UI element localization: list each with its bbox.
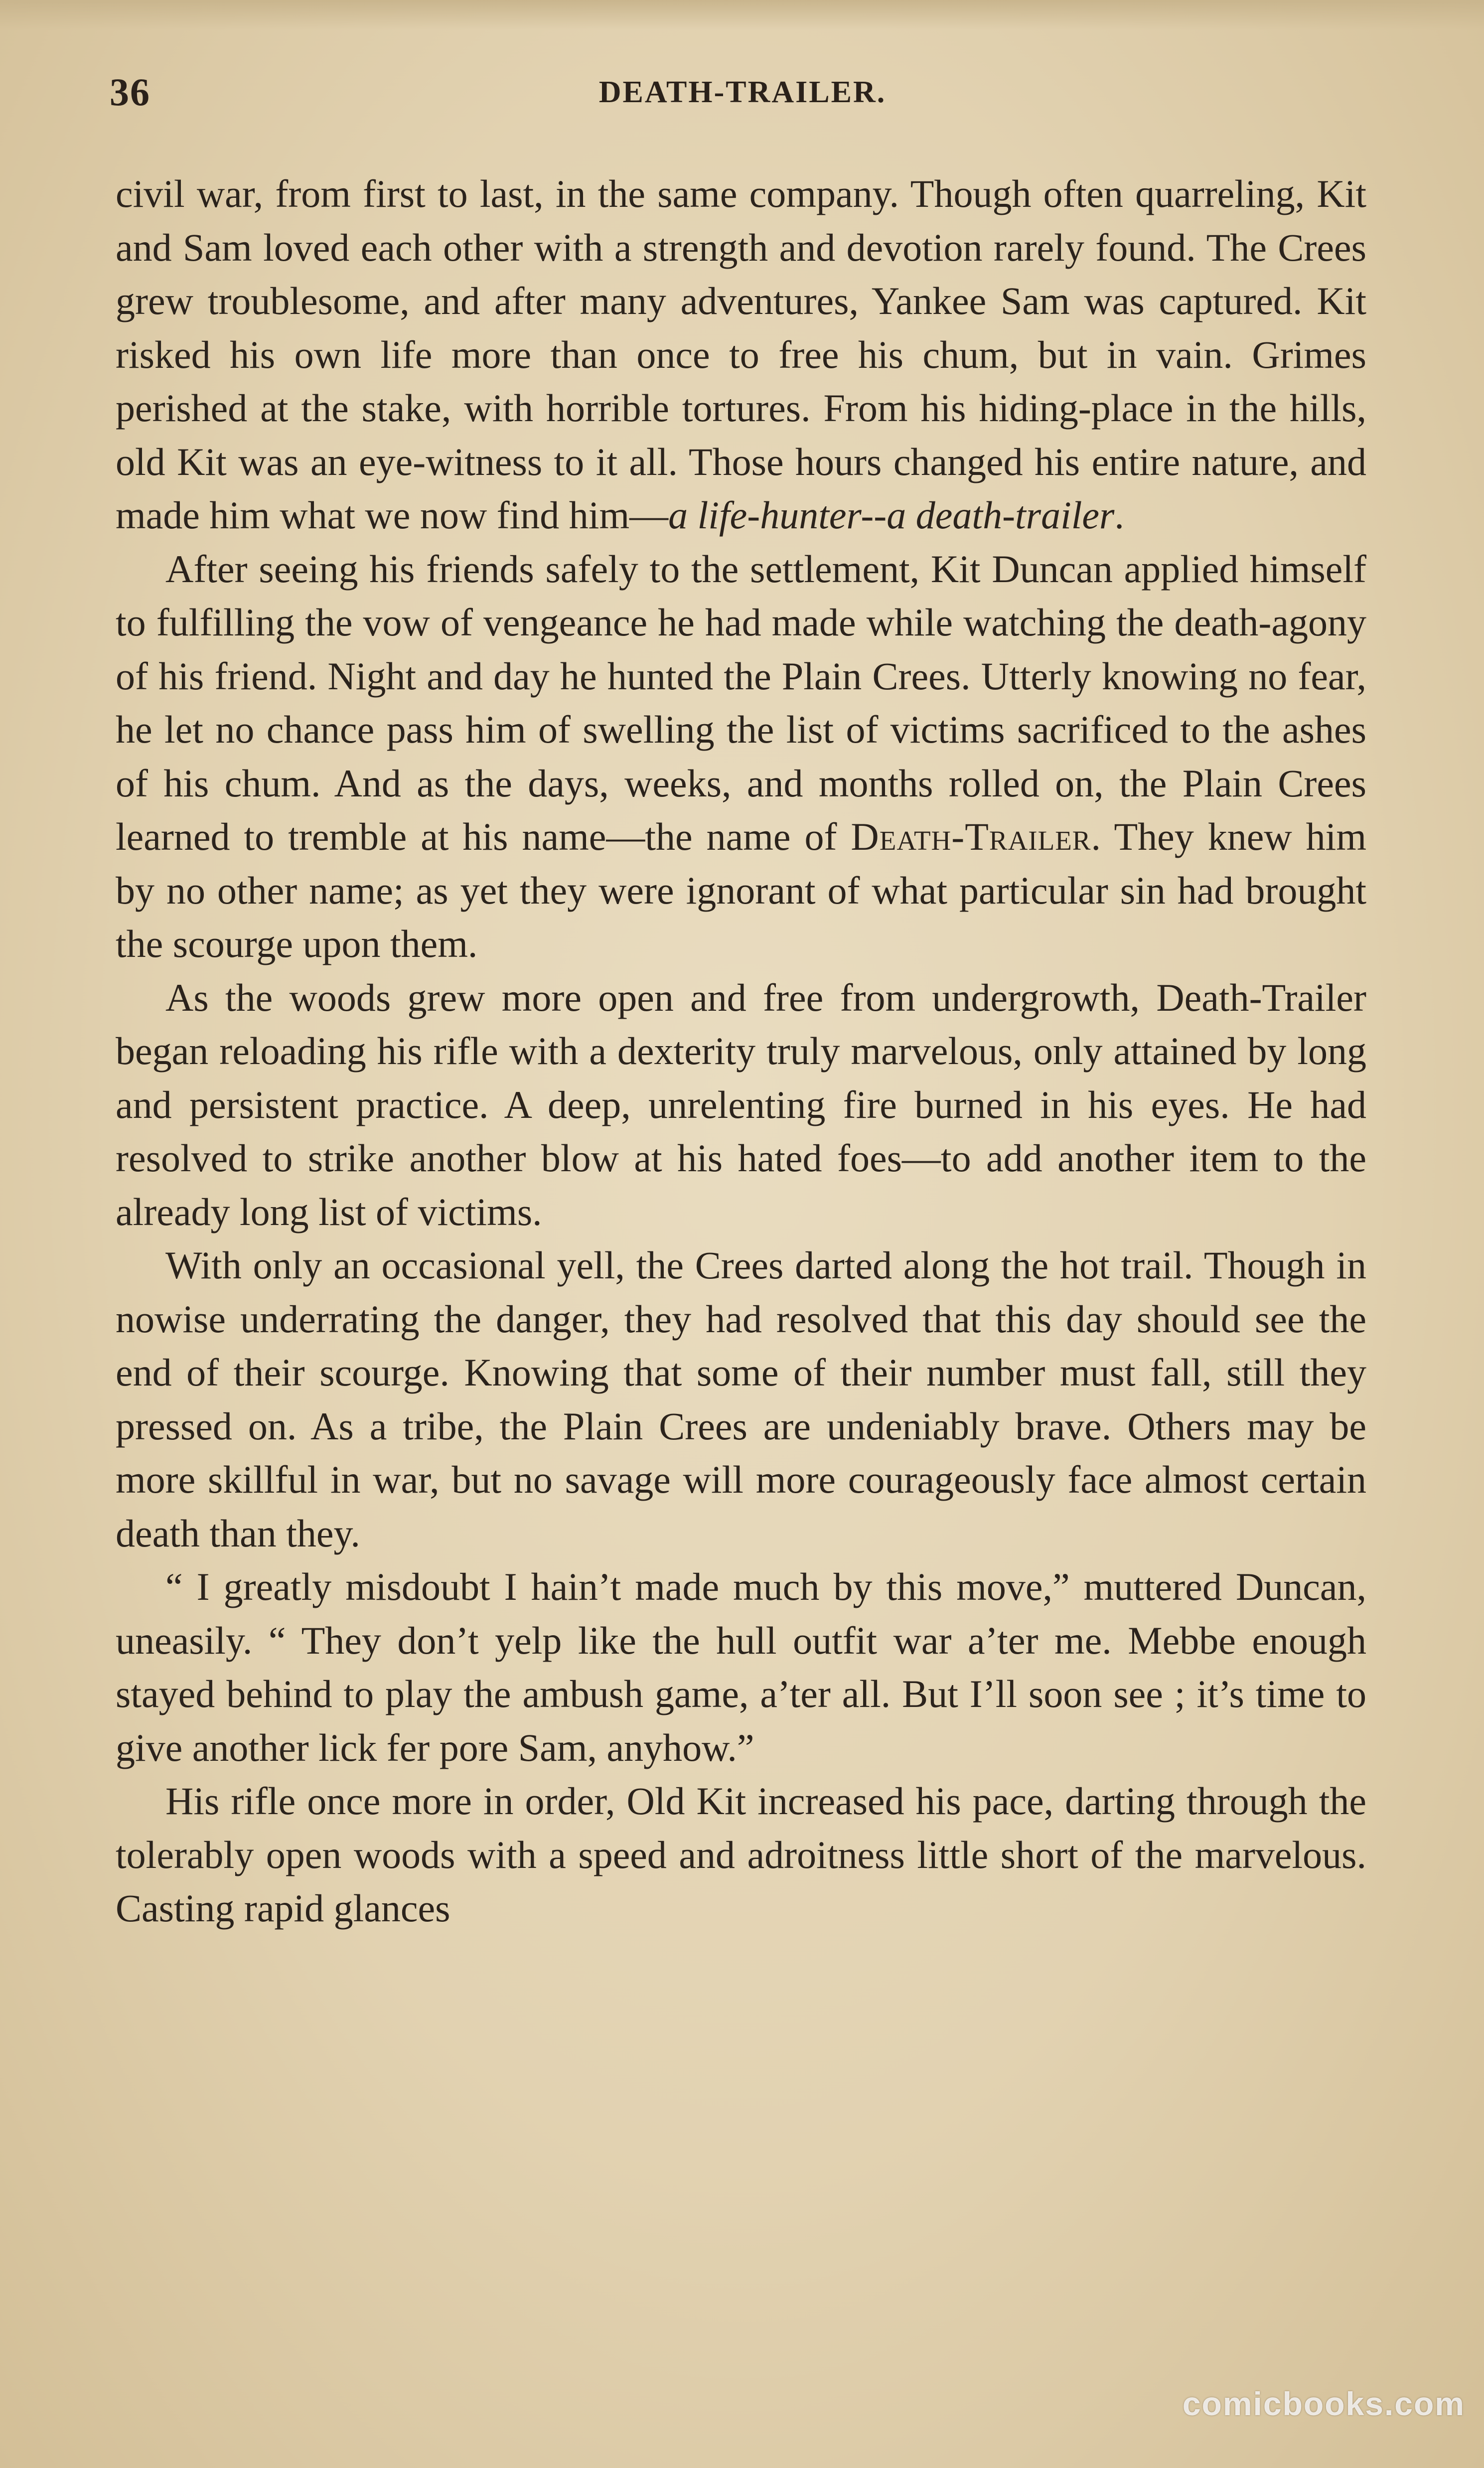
paragraph-2-text: After seeing his friends safely to the settlement, Kit Duncan applied himself to fulfilling the vow of vengeance he had made while watching the death-agony of his friend. Night and day he hunted the Plain Crees. Utterly knowing no fear, he let no chance pass him of swelling the list of victims sacrificed to the ashes of his chum. And as the days, weeks, and months rolled on, the Plain Crees learned to tremble at his name—the name of [116, 547, 1366, 858]
paragraph-1-end: . [1114, 493, 1124, 537]
paragraph-5: “ I greatly misdoubt I hain’t made much by this move,” muttered Duncan, uneasily. “ They don’t yelp like the hull outfit war a’ter me. Mebbe enough stayed behind to play the ambush game, a’ter all. But I’ll soon see ; it’s time to give another lick fer pore Sam, anyhow.” [116, 1565, 1366, 1769]
page-edge-shadow [0, 0, 1484, 30]
paragraph-1-text: civil war, from first to last, in the same company. Though often quarreling, Kit and Sam loved each other with a strength and devotion rarely found. The Crees grew troublesome, and after many adventures, Yankee Sam was captured. Kit risked his own life more than once to free his chum, but in vain. Grimes perished at the stake, with horrible tortures. From his hiding-place in the hills, old Kit was an eye-witness to it all. Those hours changed his entire nature, and made him what we now find him— [116, 172, 1366, 537]
running-head: DEATH-TRAILER. [598, 75, 887, 109]
paragraph-2-small-caps: Death-Trailer [851, 815, 1091, 858]
paragraph-4: With only an occasional yell, the Crees darted along the hot trail. Though in nowise underrating the danger, they had resolved that this day should see the end of their scourge. Knowing that some of their number must fall, still they pressed on. As a tribe, the Plain Crees are undeniably brave. Others may be more skillful in war, but no savage will more courageously face almost certain death than they. [116, 1243, 1366, 1555]
watermark: comicbooks.com [1182, 2385, 1465, 2422]
page-number: 36 [110, 70, 150, 114]
paragraph-2-end: . They knew him by no other name; as yet they were ignorant of what particular sin had brought the scourge upon them. [116, 815, 1366, 965]
paragraph-2 [116, 542, 1366, 971]
page-header [110, 70, 1375, 125]
paragraph-1 [116, 167, 1366, 542]
body-text [116, 167, 1366, 1935]
paragraph-3: As the woods grew more open and free from undergrowth, Death-Trailer began reloading his rifle with a dexterity truly marvelous, only attained by long and persistent practice. A deep, unrelenting fire burned in his eyes. He had resolved to strike another blow at his hated foes—to add another item to the already long list of victims. [116, 975, 1366, 1234]
paragraph-6: His rifle once more in order, Old Kit increased his pace, darting through the tolerably open woods with a speed and adroitness little short of the marvelous. Casting rapid glances [116, 1779, 1366, 1930]
paragraph-1-italic: a life-hunter--a death-trailer [668, 493, 1115, 537]
